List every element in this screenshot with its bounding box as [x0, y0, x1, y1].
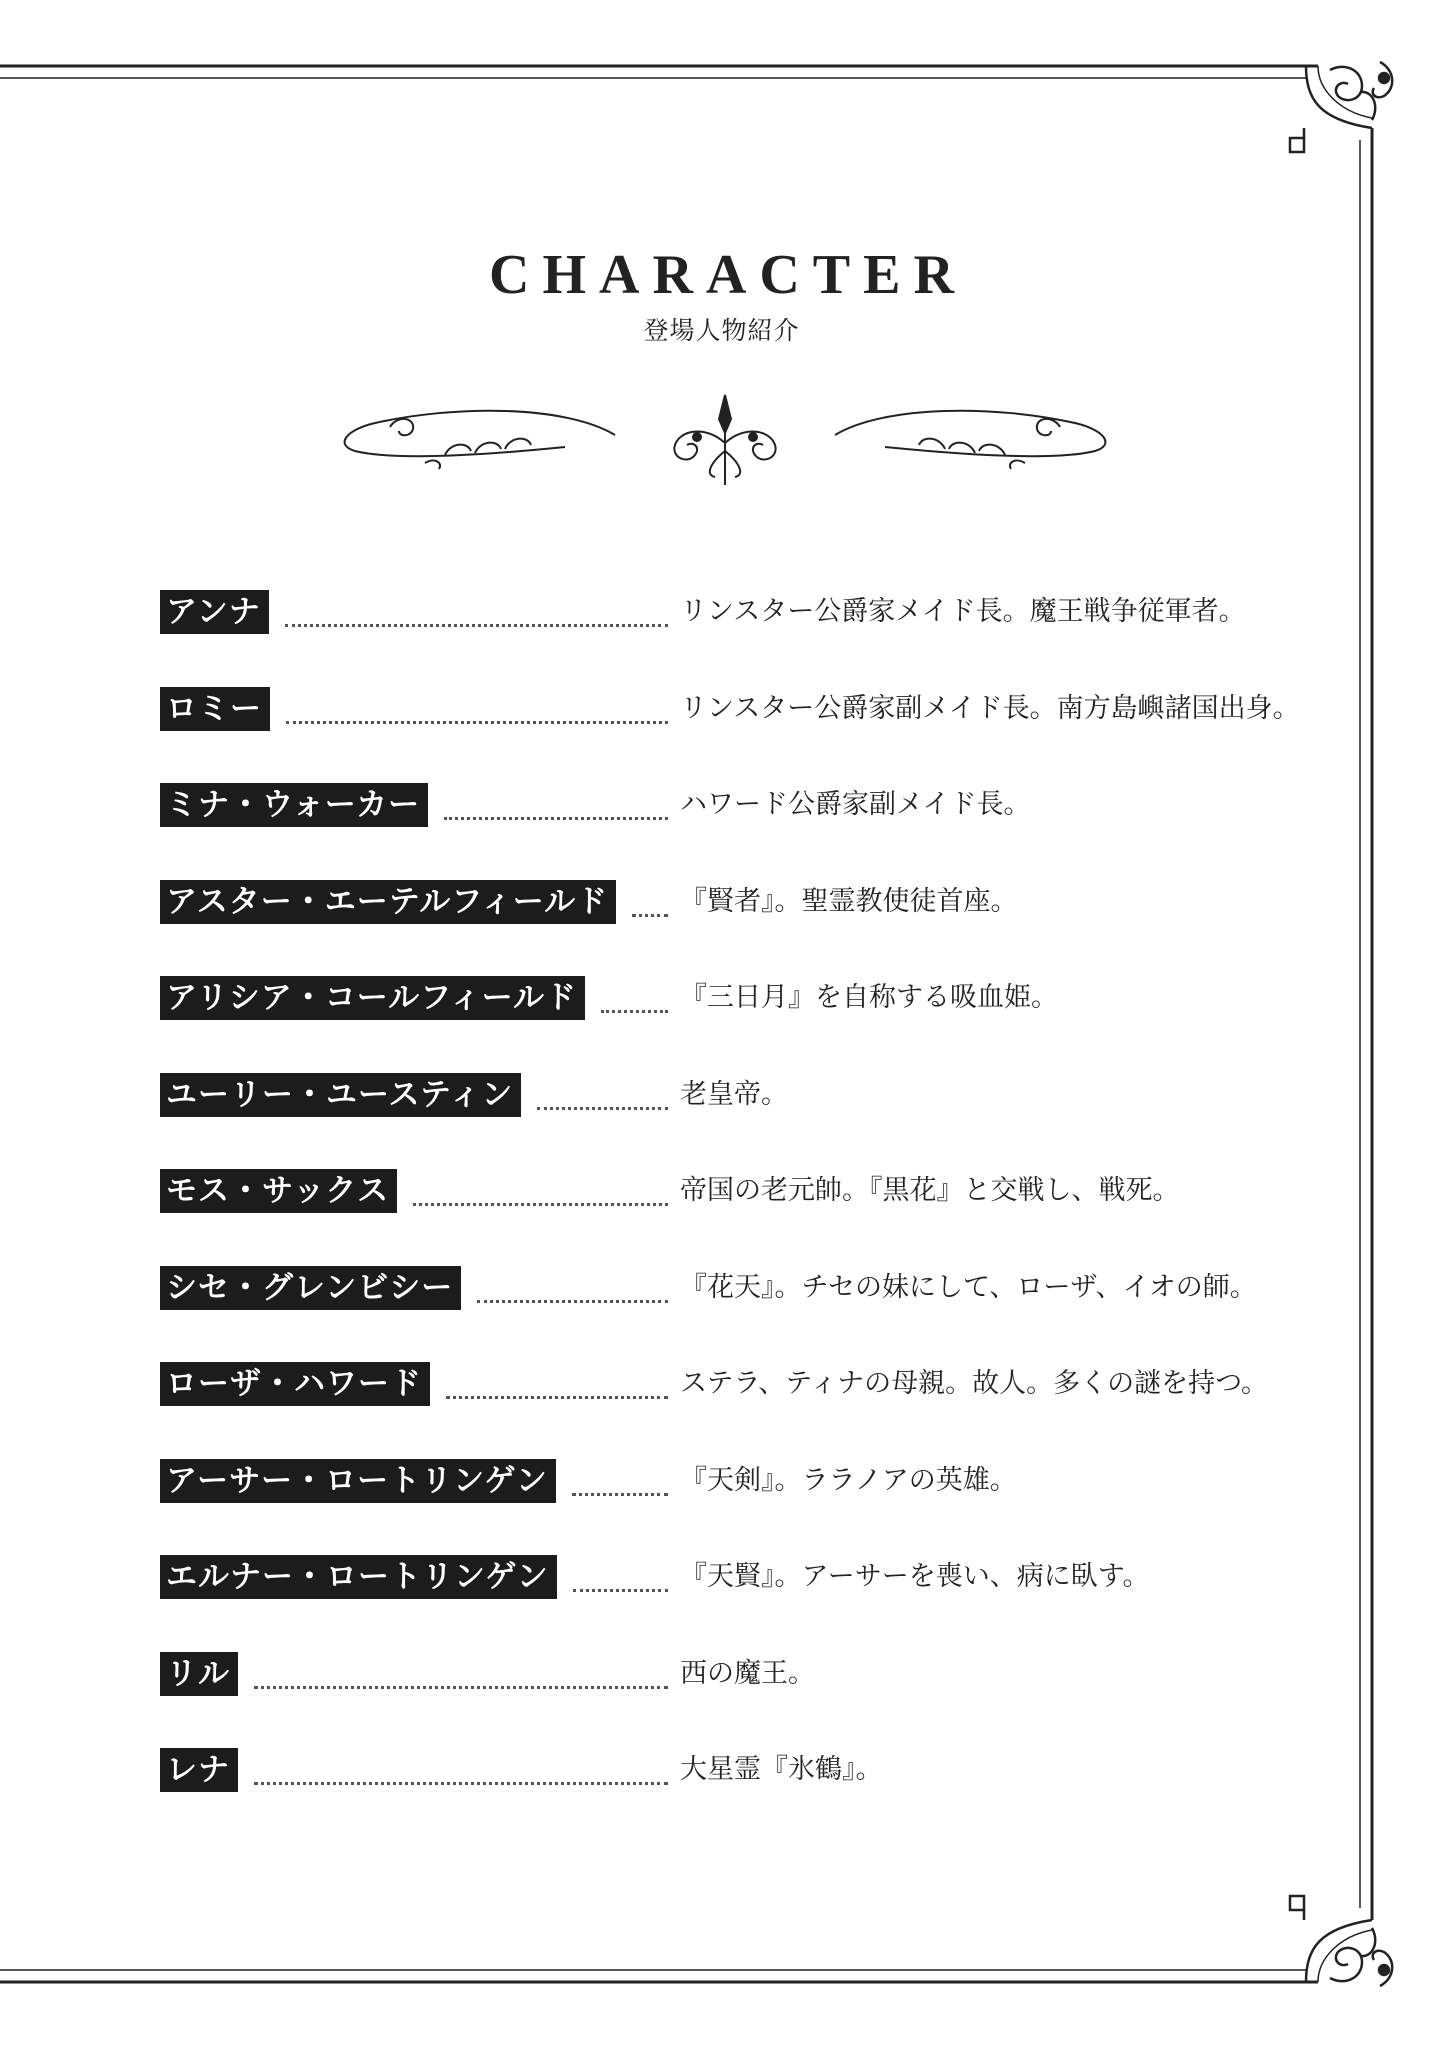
dot-leader — [632, 914, 668, 917]
character-description: 『賢者』。聖霊教使徒首座。 — [680, 886, 1018, 917]
character-row — [160, 1073, 1300, 1117]
character-row — [160, 1555, 1300, 1599]
character-description: 『花天』。チセの妹にして、ローザ、イオの師。 — [680, 1272, 1257, 1303]
dot-leader — [572, 1493, 668, 1496]
character-row — [160, 783, 1300, 827]
dot-leader — [537, 1107, 668, 1110]
dot-leader — [446, 1396, 668, 1399]
character-name: ミナ・ウォーカー — [160, 783, 428, 827]
dot-leader — [601, 1010, 668, 1013]
dot-leader — [254, 1782, 668, 1785]
character-row — [160, 1459, 1300, 1503]
character-row — [160, 1748, 1300, 1792]
character-row — [160, 1266, 1300, 1310]
character-description: 『天剣』。ララノアの英雄。 — [680, 1465, 1017, 1496]
character-name: レナ — [160, 1748, 238, 1792]
character-description: リンスター公爵家メイド長。魔王戦争従軍者。 — [680, 596, 1246, 627]
character-description: 帝国の老元帥。『黒花』と交戦し、戦死。 — [680, 1175, 1180, 1206]
dot-leader — [477, 1300, 668, 1303]
dot-leader — [413, 1203, 668, 1206]
title-ornament-icon — [335, 385, 1115, 495]
character-description: ハワード公爵家副メイド長。 — [680, 789, 1031, 820]
character-description: ステラ、ティナの母親。故人。多くの謎を持つ。 — [680, 1368, 1269, 1399]
character-row — [160, 1652, 1300, 1696]
page-subtitle: 登場人物紹介 — [643, 316, 800, 345]
character-name: アンナ — [160, 590, 269, 634]
character-description: リンスター公爵家副メイド長。南方島嶼諸国出身。 — [680, 693, 1300, 724]
character-name: ユーリー・ユースティン — [160, 1073, 521, 1117]
character-row — [160, 880, 1300, 924]
dot-leader — [444, 817, 668, 820]
character-row — [160, 976, 1300, 1020]
character-name: アリシア・コールフィールド — [160, 976, 585, 1020]
corner-flourish-icon — [1290, 1896, 1392, 1986]
character-description: 老皇帝。 — [680, 1079, 788, 1110]
character-name: アーサー・ロートリンゲン — [160, 1459, 556, 1503]
character-name: ロミー — [160, 687, 270, 731]
character-row — [160, 1362, 1300, 1406]
character-name: リル — [160, 1652, 238, 1696]
character-name: シセ・グレンビシー — [160, 1266, 461, 1310]
character-row — [160, 590, 1300, 634]
page-title: CHARACTER — [489, 244, 967, 306]
dot-leader — [286, 721, 668, 724]
character-description: 『三日月』を自称する吸血姫。 — [680, 982, 1058, 1013]
character-name: エルナー・ロートリンゲン — [160, 1555, 557, 1599]
character-name: モス・サックス — [160, 1169, 397, 1213]
character-description: 西の魔王。 — [680, 1658, 815, 1689]
corner-flourish-icon — [1290, 62, 1392, 152]
character-name: ローザ・ハワード — [160, 1362, 430, 1406]
dot-leader — [573, 1589, 668, 1592]
character-row — [160, 1169, 1300, 1213]
character-row — [160, 687, 1300, 731]
character-description: 『天賢』。アーサーを喪い、病に臥す。 — [680, 1561, 1150, 1592]
title-block — [0, 245, 1443, 347]
dot-leader — [285, 624, 668, 627]
character-name: アスター・エーテルフィールド — [160, 880, 616, 924]
character-description: 大星霊『氷鶴』。 — [680, 1754, 883, 1785]
dot-leader — [254, 1686, 668, 1689]
